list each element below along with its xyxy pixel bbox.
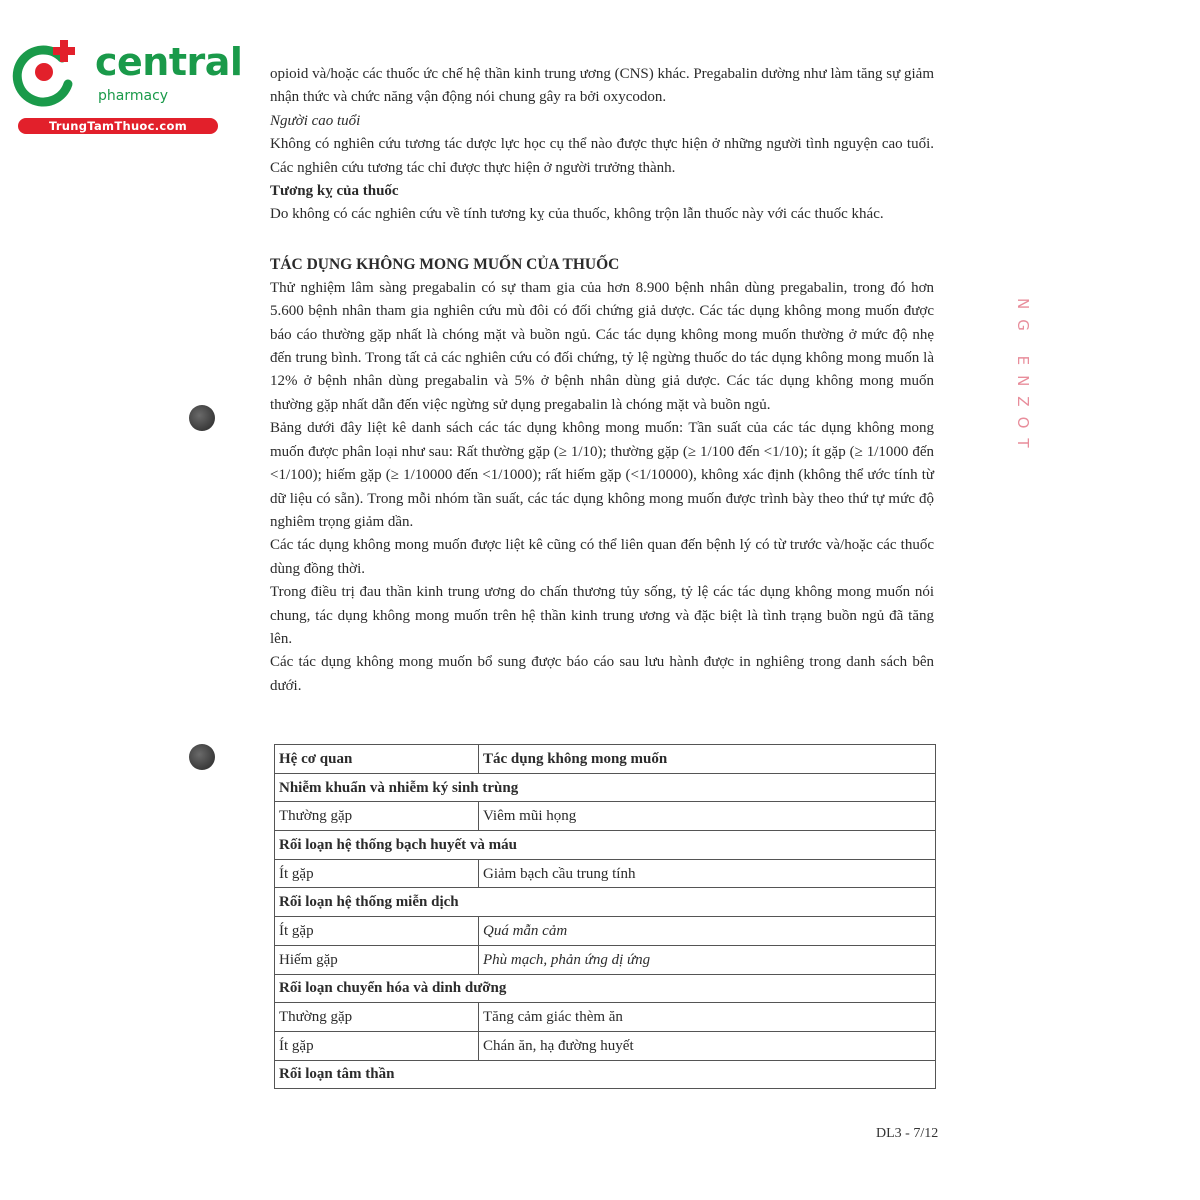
table-group-row [275,888,936,917]
organ-system: Rối loạn tâm thần [275,1060,936,1089]
organ-system: Rối loạn hệ thống miễn dịch [275,888,936,917]
effect-cell: Tăng cảm giác thèm ăn [479,1003,936,1032]
table-header-row [275,745,936,774]
frequency-cell: Ít gặp [275,859,479,888]
red-stamp [1008,298,1034,470]
table-group-row [275,974,936,1003]
table-row [275,917,936,946]
table-group-row [275,1060,936,1089]
frequency-cell: Ít gặp [275,917,479,946]
compatibility-heading: Tương kỵ của thuốc [270,183,399,200]
paragraph: Các tác dụng không mong muốn bổ sung được báo cáo sau lưu hành được in nghiêng trong danh sách bên dưới. [270,654,934,694]
section-title: TÁC DỤNG KHÔNG MONG MUỐN CỦA THUỐC [270,255,620,273]
organ-system: Rối loạn hệ thống bạch huyết và máu [275,831,936,860]
organ-system: Rối loạn chuyển hóa và dinh dưỡng [275,974,936,1003]
paragraph: opioid và/hoặc các thuốc ức chế hệ thần kinh trung ương (CNS) khác. Pregabalin dường như làm tăng sự giảm nhận thức và chức năng vận động nói chung gây ra bởi oxycodon. [270,66,934,106]
effect-cell: Quá mẫn cảm [479,917,936,946]
page-number: DL3 - 7/12 [876,1126,939,1141]
effect-cell: Viêm mũi họng [479,802,936,831]
effect-cell: Giảm bạch cầu trung tính [479,859,936,888]
logo-name: central [95,40,243,84]
effect-cell: Chán ăn, hạ đường huyết [479,1031,936,1060]
adverse-effects-table [274,744,936,1089]
paragraph: Do không có các nghiên cứu về tính tương kỵ của thuốc, không trộn lẫn thuốc này với các thuốc khác. [270,206,884,223]
paragraph: Không có nghiên cứu tương tác dược lực học cụ thể nào được thực hiện ở những người tình nguyện cao tuổi. Các nghiên cứu tương tác chỉ được thực hiện ở người trưởng thành. [270,136,934,176]
table-row [275,859,936,888]
frequency-cell: Thường gặp [275,802,479,831]
logo-subtitle: pharmacy [98,88,169,104]
organ-system: Nhiễm khuẩn và nhiễm ký sinh trùng [275,773,936,802]
column-header: Tác dụng không mong muốn [479,745,936,774]
stamp-text: NG ENZOT [1014,298,1032,458]
paragraph: Trong điều trị đau thần kinh trung ương do chấn thương tủy sống, tỷ lệ các tác dụng không mong muốn nói chung, tác dụng không mong muốn trên hệ thần kinh trung ương và đặc biệt là tình trạng buồn ngủ đã tăng lên. [270,584,934,647]
table-group-row [275,773,936,802]
table-row [275,1003,936,1032]
punch-hole [189,405,215,431]
paragraph: Các tác dụng không mong muốn được liệt kê cũng có thể liên quan đến bệnh lý có từ trước và/hoặc các thuốc dùng đồng thời. [270,537,934,577]
logo-site-banner: TrungTamThuoc.com [18,118,218,134]
frequency-cell: Hiếm gặp [275,945,479,974]
table-row [275,945,936,974]
table-row [275,1031,936,1060]
table-row [275,802,936,831]
paragraph: Bảng dưới đây liệt kê danh sách các tác dụng không mong muốn: Tần suất của các tác dụng không mong muốn được phân loại như sau: Rất thường gặp (≥ 1/10); thường gặp (≥ 1/100 đến <1/10); ít gặp (≥ 1/1000 đến <1/100); hiếm gặp (≥ 1/10000 đến <1/1000); rất hiếm gặp (<1/10000), không xác định (không thể ước tính từ dữ liệu có sẵn). Trong mỗi nhóm tần suất, các tác dụng không mong muốn được trình bày theo thứ tự mức độ nghiêm trọng giảm dần. [270,420,934,530]
frequency-cell: Thường gặp [275,1003,479,1032]
frequency-cell: Ít gặp [275,1031,479,1060]
column-header: Hệ cơ quan [275,745,479,774]
table-group-row [275,831,936,860]
elderly-heading: Người cao tuổi [270,112,361,129]
pharmacy-cross-icon [10,38,82,110]
punch-hole [189,744,215,770]
document-body [270,63,934,698]
central-pharmacy-logo [10,38,243,138]
paragraph: Thử nghiệm lâm sàng pregabalin có sự tham gia của hơn 8.900 bệnh nhân dùng pregabalin, trong đó hơn 5.600 bệnh nhân tham gia nghiên cứu mù đôi có đối chứng giả dược. Các tác dụng không mong muốn được báo cáo thường gặp nhất là chóng mặt và buồn ngủ. Các tác dụng không mong muốn thường ở mức độ nhẹ đến trung bình. Trong tất cả các nghiên cứu có đối chứng, tỷ lệ ngừng thuốc do tác dụng không mong muốn là 12% ở bệnh nhân dùng pregabalin và 5% ở bệnh nhân dùng giả dược. Các tác dụng không mong muốn thường gặp nhất dẫn đến việc ngừng sử dụng pregabalin là chóng mặt và buồn ngủ. [270,279,934,413]
effect-cell: Phù mạch, phản ứng dị ứng [479,945,936,974]
